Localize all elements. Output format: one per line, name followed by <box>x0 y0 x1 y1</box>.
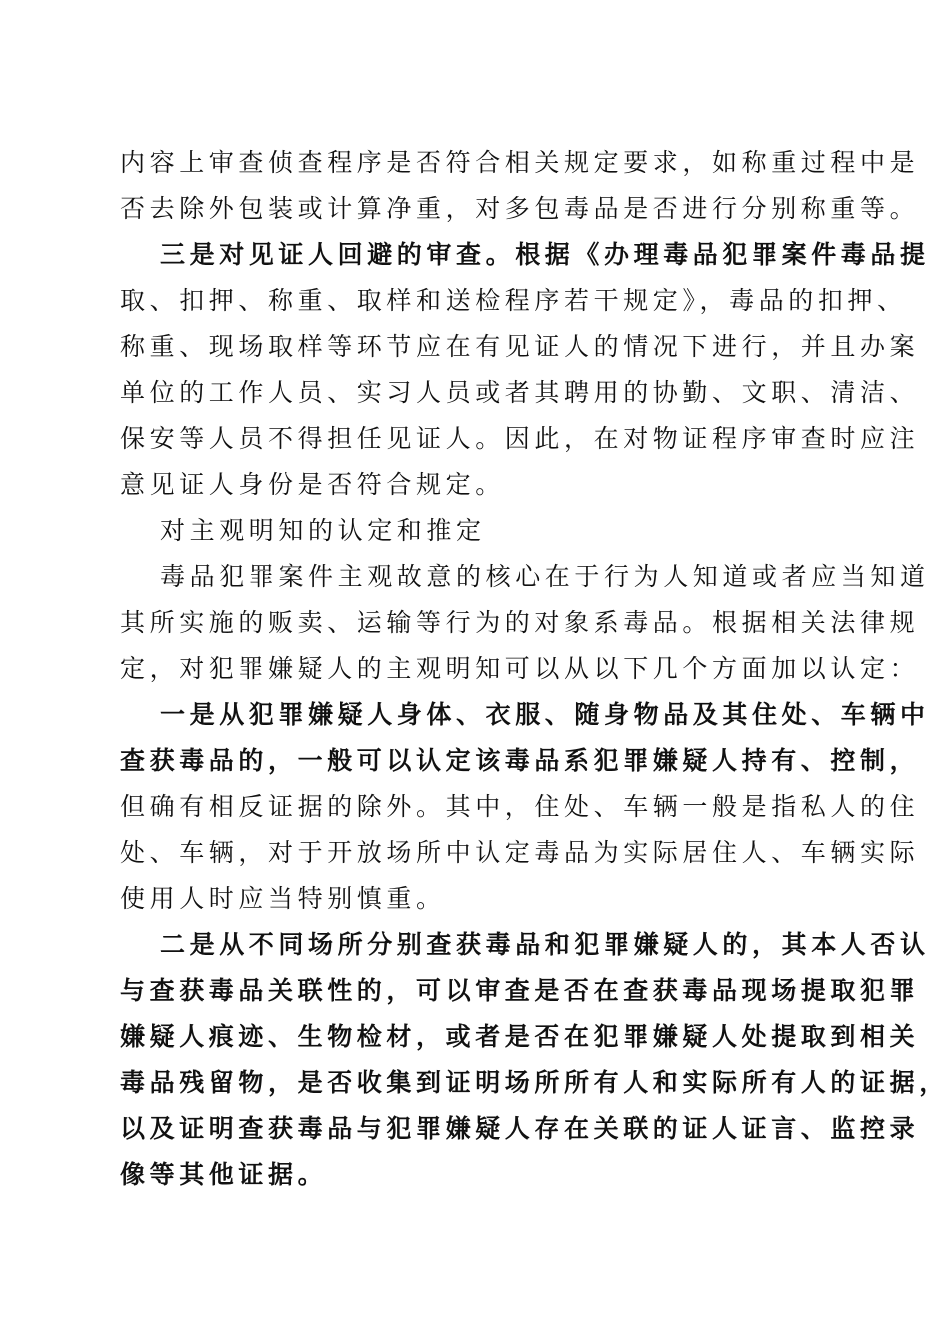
text-line: 单位的工作人员、实习人员或者其聘用的协勤、文职、清洁、 <box>120 378 920 407</box>
text-line: 否去除外包装或计算净重，对多包毒品是否进行分别称重等。 <box>120 194 920 223</box>
text-line: 但确有相反证据的除外。其中，住处、车辆一般是指私人的住 <box>120 792 920 821</box>
text-line: 毒品残留物，是否收集到证明场所所有人和实际所有人的证据， <box>120 1068 949 1097</box>
text-line: 毒品犯罪案件主观故意的核心在于行为人知道或者应当知道 <box>160 562 930 591</box>
text-line: 内容上审查侦查程序是否符合相关规定要求，如称重过程中是 <box>120 148 920 177</box>
section-title-subjective-knowledge: 对主观明知的认定和推定 <box>160 516 486 545</box>
text-line: 保安等人员不得担任见证人。因此，在对物证程序审查时应注 <box>120 424 920 453</box>
text-line: 定，对犯罪嫌疑人的主观明知可以从以下几个方面加以认定： <box>120 654 920 683</box>
section-heading-witness-review: 三是对见证人回避的审查。根据《办理毒品犯罪案件毒品提 <box>160 240 930 269</box>
text-line: 像等其他证据。 <box>120 1160 328 1189</box>
text-line: 查获毒品的，一般可以认定该毒品系犯罪嫌疑人持有、控制， <box>120 746 920 775</box>
text-line: 以及证明查获毒品与犯罪嫌疑人存在关联的证人证言、监控录 <box>120 1114 920 1143</box>
text-line: 称重、现场取样等环节应在有见证人的情况下进行，并且办案 <box>120 332 920 361</box>
text-line: 处、车辆，对于开放场所中认定毒品为实际居住人、车辆实际 <box>120 838 920 867</box>
point-two-heading: 二是从不同场所分别查获毒品和犯罪嫌疑人的，其本人否认 <box>160 930 930 959</box>
text-line: 其所实施的贩卖、运输等行为的对象系毒品。根据相关法律规 <box>120 608 920 637</box>
text-line: 嫌疑人痕迹、生物检材，或者是否在犯罪嫌疑人处提取到相关 <box>120 1022 920 1051</box>
point-one-heading: 一是从犯罪嫌疑人身体、衣服、随身物品及其住处、车辆中 <box>160 700 930 729</box>
text-line: 取、扣押、称重、取样和送检程序若干规定》，毒品的扣押、 <box>120 286 907 315</box>
text-line: 意见证人身份是否符合规定。 <box>120 470 505 499</box>
text-line: 与查获毒品关联性的，可以审查是否在查获毒品现场提取犯罪 <box>120 976 920 1005</box>
text-line: 使用人时应当特别慎重。 <box>120 884 446 913</box>
